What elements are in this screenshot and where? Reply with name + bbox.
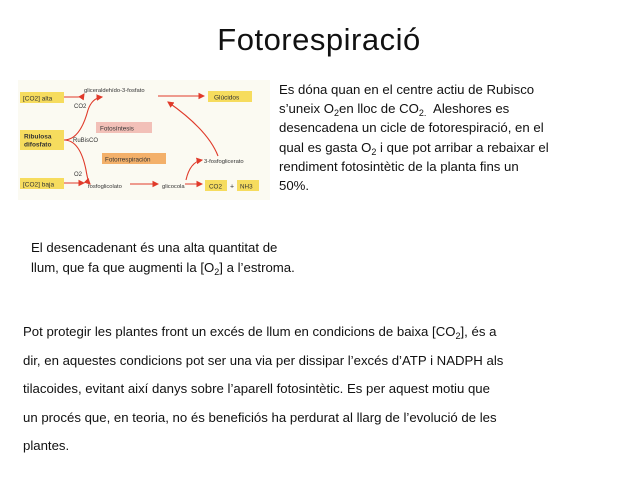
phosphoglycolate-label: fosfoglicolato bbox=[88, 184, 122, 190]
glucids-label: Glúcidos bbox=[214, 94, 240, 102]
body-line-5: plantes. bbox=[23, 438, 70, 454]
intro-line-3: desencadena un cicle de fotorespiració, en el bbox=[279, 120, 544, 136]
o2-input-label: O2 bbox=[74, 172, 83, 178]
pga-recycle-arrow bbox=[168, 102, 218, 156]
co2-input-label: CO2 bbox=[74, 104, 87, 110]
to-pga-arrow bbox=[186, 160, 202, 180]
body-line-2: dir, en aquestes condicions pot ser una via per dissipar l’excés d’ATP i NADPH als bbox=[23, 352, 504, 368]
photosynthesis-label: Fotosíntesis bbox=[100, 125, 134, 133]
intro-line-1: Es dóna quan en el centre actiu de Rubisco bbox=[279, 82, 535, 97]
intro-line-6: 50%. bbox=[279, 178, 310, 194]
ribulose-label-line1: Ribulosa bbox=[24, 133, 52, 141]
intro-line-5: rendiment fotosintètic de la planta fins un bbox=[279, 158, 519, 174]
co2-output-label: CO2 bbox=[209, 183, 222, 191]
trigger-line-1: El desencadenant és una alta quantitat de bbox=[31, 240, 278, 255]
protection-paragraph bbox=[23, 318, 583, 461]
intro-line-2: s’uneix $O_2en$ lloc de $CO_{2.}$ Aleshores es bbox=[279, 101, 510, 119]
slide-title: Fotorespiració bbox=[217, 22, 421, 57]
glycocol-label: glicocola bbox=[162, 184, 185, 190]
trigger-paragraph bbox=[31, 238, 331, 277]
co2-high-label: [CO2] alta bbox=[23, 95, 53, 103]
photorespiration-diagram bbox=[18, 80, 270, 200]
rubisco-label: RuBisCO bbox=[73, 138, 99, 144]
nh3-label: NH3 bbox=[240, 183, 253, 191]
g3p-label: gliceraldehído-3-fosfato bbox=[84, 88, 145, 94]
body-line-1: Pot protegir les plantes front un excés de llum en condicions de baixa $[CO_2]$, és a bbox=[23, 324, 497, 341]
pga-label: 3-fosfoglicerato bbox=[204, 159, 244, 165]
plus-sign: + bbox=[230, 183, 235, 191]
body-line-3: tilacoides, evitant així danys sobre l’aparell fotosintètic. Es per aquest motiu que bbox=[23, 381, 490, 397]
intro-line-4: qual es gasta $O_2$ i que pot arribar a rebaixar el bbox=[279, 139, 549, 157]
ribulose-label-line2: difosfato bbox=[24, 141, 52, 149]
body-line-4: un procés que, en teoria, no és beneficiós ha perdurat al llarg de l’evolució de les bbox=[23, 409, 497, 425]
co2-high-arrow bbox=[64, 94, 84, 97]
trigger-line-2: llum, que fa que augmenti la $[O_2]$ a l’estroma. bbox=[31, 259, 295, 277]
photorespiration-label: Fotorrespiración bbox=[105, 156, 151, 164]
intro-paragraph bbox=[279, 80, 579, 195]
co2-low-label: [CO2] baja bbox=[23, 181, 55, 189]
